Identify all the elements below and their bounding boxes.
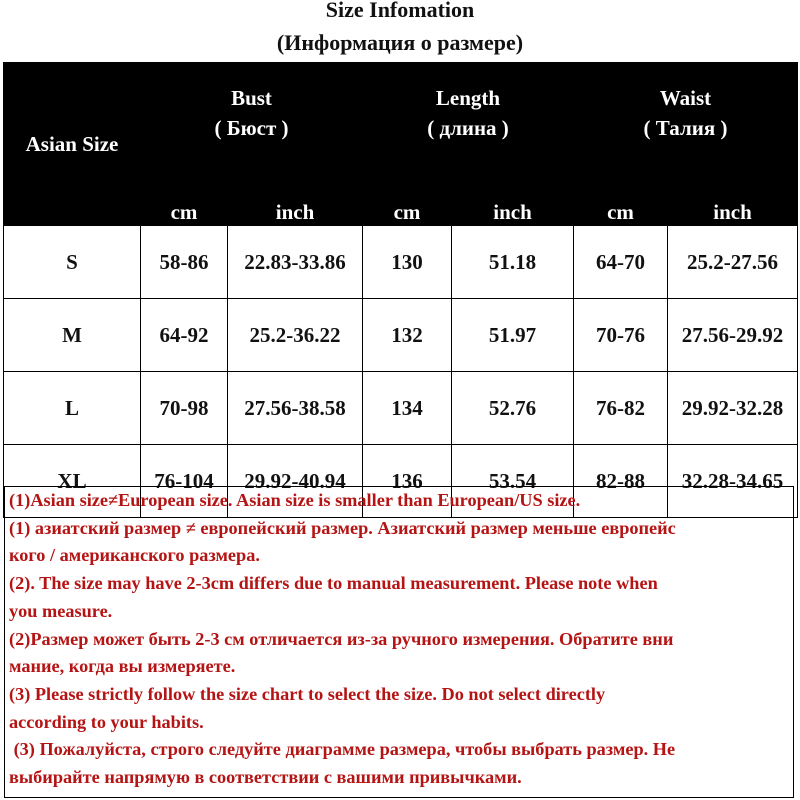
header-waist <box>574 63 798 200</box>
note-line: (1)Asian size≠European size. Asian size is smaller than European/US size. <box>9 490 581 510</box>
notes-box <box>4 486 794 798</box>
size-label: S <box>4 226 141 299</box>
size-label: XL <box>4 445 141 518</box>
table-cell: 25.2-27.56 <box>668 226 798 299</box>
table-cell: 130 <box>363 226 452 299</box>
table-cell: 58-86 <box>141 226 228 299</box>
header-bust-sub: ( Бюст ) <box>214 116 289 140</box>
table-cell: 32.28-34.65 <box>668 445 798 518</box>
table-cell: 132 <box>363 299 452 372</box>
unit-cell: inch <box>452 200 574 226</box>
note-line: кого / американского размера. <box>9 545 260 566</box>
unit-cell: inch <box>668 200 798 226</box>
size-chart-table <box>3 62 798 518</box>
note-line: мание, когда вы измеряете. <box>9 656 236 677</box>
header-length-name: Length <box>435 86 501 110</box>
table-cell: 136 <box>363 445 452 518</box>
unit-cell: cm <box>574 200 668 226</box>
table-cell: 70-98 <box>141 372 228 445</box>
page-title: Size Infomation <box>325 0 475 22</box>
table-cell: 51.18 <box>452 226 574 299</box>
header-asian-size: Asian Size <box>4 63 141 226</box>
header-waist-sub: ( Талия ) <box>643 116 728 140</box>
note-line: (2). The size may have 2-3cm differs due to manual measurement. Please note when <box>9 573 658 594</box>
note-line: (3) Please strictly follow the size chart to select the size. Do not select directly <box>9 683 606 704</box>
table-cell: 70-76 <box>574 299 668 372</box>
table-row <box>4 372 798 445</box>
size-label: M <box>4 299 141 372</box>
header-length <box>363 63 574 200</box>
note-line: (1) азиатский размер ≠ европейский размер. Азиатский размер меньше европейс <box>9 517 676 538</box>
table-cell: 64-92 <box>141 299 228 372</box>
table-cell: 76-82 <box>574 372 668 445</box>
header-bust-name: Bust <box>231 86 272 110</box>
note-line: you measure. <box>9 600 113 621</box>
header-waist-name: Waist <box>659 86 712 110</box>
unit-cell: cm <box>363 200 452 226</box>
note-line: according to your habits. <box>9 711 204 732</box>
size-label: L <box>4 372 141 445</box>
header-bust <box>141 63 363 200</box>
table-cell: 76-104 <box>141 445 228 518</box>
table-cell: 27.56-38.58 <box>228 372 363 445</box>
note-line: (2)Размер может быть 2-3 см отличается из-за ручного измерения. Обратите вни <box>9 628 674 649</box>
unit-cell: inch <box>228 200 363 226</box>
table-cell: 51.97 <box>452 299 574 372</box>
table-cell: 52.76 <box>452 372 574 445</box>
table-cell: 82-88 <box>574 445 668 518</box>
table-row <box>4 226 798 299</box>
table-cell: 29.92-32.28 <box>668 372 798 445</box>
note-line: (3) Пожалуйста, строго следуйте диаграмме размера, чтобы выбрать размер. Не <box>9 739 676 760</box>
table-cell: 64-70 <box>574 226 668 299</box>
table-cell: 29.92-40.94 <box>228 445 363 518</box>
header-row <box>4 63 798 200</box>
table-cell: 53.54 <box>452 445 574 518</box>
note-line: выбирайте напрямую в соответствии с вашими привычками. <box>9 767 522 788</box>
header-length-sub: ( длина ) <box>427 116 509 140</box>
table-cell: 27.56-29.92 <box>668 299 798 372</box>
table-cell: 22.83-33.86 <box>228 226 363 299</box>
page-subtitle: (Информация о размере) <box>276 30 524 55</box>
table-row <box>4 299 798 372</box>
table-cell: 25.2-36.22 <box>228 299 363 372</box>
table-cell: 134 <box>363 372 452 445</box>
unit-cell: cm <box>141 200 228 226</box>
